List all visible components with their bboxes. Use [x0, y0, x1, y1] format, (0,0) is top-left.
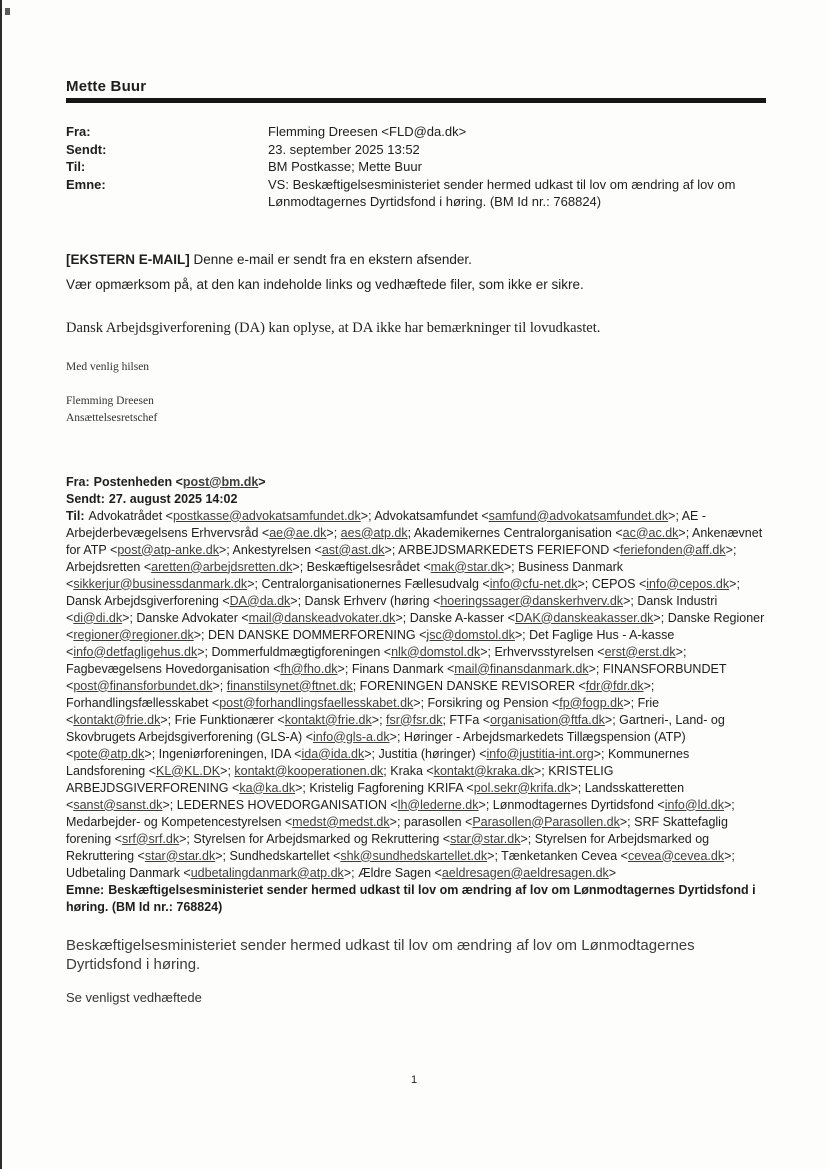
recipient-text: ; — [344, 661, 352, 676]
email-link[interactable]: Parasollen@Parasollen.dk — [472, 814, 620, 829]
recipient-text: ; — [731, 797, 735, 812]
subject-value: VS: Beskæftigelsesministeriet sender hermed udkast til lov om ændring af lov om Lønmodtagernes Dyrtidsfond i høring. (BM Id nr.: 768824) — [268, 176, 736, 209]
email-link[interactable]: kontakt@frie.dk — [73, 712, 161, 727]
to-value: BM Postkasse; Mette Buur — [268, 159, 422, 174]
recipient-text: > — [371, 712, 380, 727]
recipient-text: ; — [731, 848, 735, 863]
recipient-text: ; — [368, 508, 375, 523]
email-link[interactable]: srf@srf.dk — [121, 831, 180, 846]
recipient-text: > — [337, 661, 345, 676]
email-link[interactable]: KL@KL.DK — [156, 763, 221, 778]
from-label: Fra: — [66, 124, 91, 139]
scan-edge-artifact — [0, 0, 2, 1169]
recipient-text: Arbejdsretten < — [66, 559, 152, 574]
from-label: Fra: — [66, 474, 90, 489]
recipient-text: > — [724, 848, 732, 863]
recipient-text: Høringer - Arbejdsmarkedets Tillægspension (ATP) < — [66, 729, 686, 761]
recipient-text: Erhvervsstyrelsen < — [494, 644, 605, 659]
scan-speck-artifact — [5, 8, 10, 15]
email-link[interactable]: samfund@advokatsamfundet.dk — [488, 508, 669, 523]
recipient-text: Styrelsen for Arbejdsmarked og Rekruttering < — [193, 831, 451, 846]
recipient-text: ; — [577, 780, 585, 795]
email-link[interactable]: sikkerjur@businessdanmark.dk — [73, 576, 248, 591]
recipient-text: Dansk Erhverv (høring < — [304, 593, 441, 608]
recipient-text: ; — [601, 746, 608, 761]
recipient-text: FINANSFORBUNDET < — [66, 661, 727, 693]
recipient-text: Frie < — [66, 695, 660, 727]
recipient-text: Danske Advokater < — [136, 610, 249, 625]
email-link[interactable]: fp@fogp.dk — [559, 695, 624, 710]
email1-subject-row — [66, 176, 766, 211]
email-link[interactable]: post@atp-anke.dk — [117, 542, 219, 557]
recipient-text: Frie Funktionærer < — [174, 712, 285, 727]
recipient-text: ; — [254, 576, 262, 591]
recipient-text: ; — [736, 576, 740, 591]
email-link[interactable]: postkasse@advokatsamfundet.dk — [172, 508, 361, 523]
to-label: Til: — [66, 159, 86, 174]
recipient-text: Dansk Industri < — [66, 593, 718, 625]
email-link[interactable]: lh@lederne.dk — [397, 797, 479, 812]
recipient-text: Ankestyrelsen < — [232, 542, 322, 557]
recipient-text: ; — [402, 610, 410, 625]
recipient-text: > — [326, 525, 334, 540]
recipient-text: Justitia (høringer) < — [378, 746, 487, 761]
to-label: Til: — [66, 508, 85, 523]
recipient-text: ; — [351, 865, 359, 880]
signature-title: Ansættelsesretschef — [66, 411, 158, 424]
subject-value: Beskæftigelsesministeriet sender hermed udkast til lov om ændring af lov om Lønmodtagernes Dyrtidsfond i høring. (BM Id nr.: 768824) — [66, 882, 756, 914]
recipient-text: > — [533, 763, 542, 778]
signature-greeting: Med venlig hilsen — [66, 360, 150, 373]
page-number: 1 — [410, 1074, 418, 1086]
from-recipients — [94, 475, 266, 489]
recipient-text: Advokatrådet < — [88, 508, 173, 523]
email-link[interactable]: shk@sundhedskartellet.dk — [340, 848, 488, 863]
recipient-text: KRISTELIG ARBEJDSGIVERFORENING < — [66, 763, 614, 795]
recipient-text: Det Faglige Hus - A-kasse < — [66, 627, 675, 659]
recipient-text: > — [604, 712, 613, 727]
recipient-text: ; — [627, 814, 635, 829]
recipient-text: Styrelsen for Arbejdsmarked og Rekruttering < — [66, 831, 710, 863]
email2-from-line — [66, 474, 766, 491]
email-link[interactable]: cevea@cevea.dk — [628, 848, 725, 863]
email-link[interactable]: kontakt@frie.dk — [284, 712, 372, 727]
recipient-text: > — [725, 542, 733, 557]
recipient-text: Dommerfuldmægtigforeningen < — [211, 644, 392, 659]
recipient-text: ARBEJDSMARKEDETS FERIEFOND < — [398, 542, 621, 557]
recipient-text: Medarbejder- og Kompetencestyrelsen < — [66, 814, 293, 829]
email-link[interactable]: DAK@danskeakasser.dk — [514, 610, 654, 625]
email-link[interactable]: udbetalingdanmark@atp.dk — [190, 865, 344, 880]
email2-subject-line — [66, 882, 766, 916]
recipient-text: > — [588, 661, 596, 676]
sent-label: Sendt: — [66, 141, 107, 157]
recipient-text: Fagbevægelsens Hovedorganisation < — [66, 661, 281, 676]
email-link[interactable]: di@di.dk — [73, 610, 123, 625]
recipient-text: Ingeniørforeningen, IDA < — [158, 746, 302, 761]
forwarded-message: Beskæftigelsesministeriet sender hermed udkast til lov om ændring af lov om Lønmodtagernes Dyrtidsfond i høring. — [66, 936, 695, 973]
recipient-text: Kraka < — [390, 763, 434, 778]
recipient-text: > — [675, 644, 683, 659]
recipient-text: > — [343, 865, 352, 880]
recipient-text: > — [290, 593, 298, 608]
recipient-text: ; — [522, 627, 530, 642]
email-link[interactable]: kontakt@kraka.dk — [433, 763, 534, 778]
recipient-text: ; — [584, 576, 592, 591]
email1-from-row — [66, 123, 766, 141]
recipient-text: ; — [186, 831, 194, 846]
email-link[interactable]: aretten@arbejdsretten.dk — [151, 559, 293, 574]
email1-header — [66, 123, 766, 211]
recipient-text: FTFa < — [449, 712, 491, 727]
recipient-text: Kristelig Fagforening KRIFA < — [309, 780, 474, 795]
recipient-text: ; — [299, 559, 307, 574]
recipient-text: > — [608, 865, 617, 880]
recipient-text: SRF Skattefaglig forening < — [66, 814, 728, 846]
email-link[interactable]: fsr@fsr.dk — [386, 712, 443, 727]
recipient-text: > — [478, 797, 486, 812]
recipient-text: ; — [660, 610, 668, 625]
recipient-text: > — [653, 610, 661, 625]
recipient-text: Finans Danmark < — [351, 661, 455, 676]
email-link[interactable]: DA@da.dk — [229, 593, 291, 608]
recipient-text: ; — [487, 644, 495, 659]
document-header-name: Mette Buur — [66, 78, 147, 95]
recipient-text: ; — [371, 746, 379, 761]
email-link[interactable]: mail@finansdanmark.dk — [454, 661, 589, 676]
email-link[interactable]: sanst@sanst.dk — [73, 797, 163, 812]
recipient-text: DEN DANSKE DOMMERFORENING < — [207, 627, 427, 642]
email-link[interactable]: ida@ida.dk — [301, 746, 365, 761]
email2-header — [66, 474, 766, 916]
recipient-text: > — [577, 576, 585, 591]
email-link[interactable]: finanstilsynet@ftnet.dk — [226, 678, 353, 693]
recipient-text: Ankenævnet for ATP < — [66, 525, 763, 557]
recipient-text: ; — [226, 542, 233, 557]
email-link[interactable]: info@ld.dk — [664, 797, 724, 812]
email-link[interactable]: regioner@regioner.dk — [73, 627, 194, 642]
external-mail-notice — [66, 251, 766, 293]
recipient-text: Gartneri-, Land- og Skovbrugets Arbejdsgiverforening (GLS-A) < — [66, 712, 725, 744]
recipient-text: ; — [682, 644, 687, 659]
email-link[interactable]: post@forhandlingsfaellesskabet.dk — [219, 695, 414, 710]
recipient-text: Business Danmark < — [66, 559, 623, 591]
recipient-text: > — [122, 610, 130, 625]
email-link[interactable]: jsc@domstol.dk — [426, 627, 515, 642]
signature-name: Flemming Dreesen — [66, 394, 154, 407]
recipient-text: ; — [396, 814, 404, 829]
email-link[interactable]: ast@ast.dk — [321, 542, 385, 557]
email-link[interactable]: kontakt@kooperationen.dk — [234, 763, 384, 778]
recipient-text: > — [570, 780, 578, 795]
closing-line: Se venligst vedhæftede — [66, 989, 202, 1005]
recipient-text: > — [247, 576, 255, 591]
recipient-text: > — [144, 746, 152, 761]
recipient-text: ; — [201, 627, 208, 642]
recipient-text: > — [389, 814, 397, 829]
recipient-text: > — [215, 848, 223, 863]
recipient-text: > — [220, 763, 228, 778]
recipient-text: > — [384, 542, 392, 557]
recipient-text: ; — [494, 848, 502, 863]
to-recipients — [66, 509, 764, 880]
email-link[interactable]: star@star.dk — [450, 831, 521, 846]
subject-label: Emne: — [66, 176, 106, 192]
recipient-text: ; — [297, 593, 305, 608]
recipient-text: ; — [219, 678, 227, 693]
recipient-text: LEDERNES HOVEDORGANISATION < — [176, 797, 398, 812]
recipient-text: > — [179, 831, 187, 846]
recipient-text: Ældre Sagen < — [358, 865, 442, 880]
recipient-text: ; — [407, 525, 414, 540]
email-link[interactable]: info@cfu-net.dk — [489, 576, 578, 591]
recipient-text: Advokatsamfundet < — [374, 508, 489, 523]
recipient-text: > — [395, 610, 403, 625]
recipient-text: ; — [222, 848, 230, 863]
email-link[interactable]: feriefonden@aff.dk — [620, 542, 726, 557]
recipient-text: > — [258, 474, 266, 489]
recipient-text: ; — [396, 729, 404, 744]
recipient-text: > — [503, 559, 512, 574]
email2-to-line — [66, 508, 766, 882]
recipient-text: > — [643, 678, 651, 693]
recipient-text: Sundhedskartellet < — [229, 848, 341, 863]
recipient-text: ; — [732, 542, 737, 557]
email-link[interactable]: aeldresagen@aeldresagen.dk — [441, 865, 609, 880]
email-link[interactable]: post@bm.dk — [182, 474, 259, 489]
recipient-text: > — [487, 848, 495, 863]
recipient-text: ; — [151, 746, 159, 761]
recipient-text: ; — [379, 712, 387, 727]
recipient-text: ; — [442, 712, 450, 727]
email-link[interactable]: pote@atp.dk — [73, 746, 145, 761]
recipient-text: ; — [527, 831, 535, 846]
recipient-text: > — [619, 814, 628, 829]
recipient-text: > — [514, 627, 523, 642]
sent-value: 23. september 2025 13:52 — [268, 141, 420, 157]
notice-line2: Vær opmærksom på, at den kan indeholde links og vedhæftede filer, som ikke er sikre. — [66, 276, 584, 292]
recipient-text: ; — [511, 559, 519, 574]
header-divider-rule — [66, 98, 766, 103]
email-link[interactable]: info@justitia-int.org — [486, 746, 594, 761]
recipient-text: ; — [675, 508, 682, 523]
recipient-text: > — [593, 746, 601, 761]
recipient-text: CEPOS < — [591, 576, 647, 591]
email-link[interactable]: fdr@fdr.dk — [585, 678, 644, 693]
recipient-text: > — [364, 746, 372, 761]
recipient-text: Landsskatteretten < — [66, 780, 685, 812]
recipient-text: ; — [302, 780, 310, 795]
recipient-text: > — [413, 695, 421, 710]
recipient-text: Kommunernes Landsforening < — [66, 746, 690, 778]
recipient-text: AE - Arbejderbevægelsens Erhvervsråd < — [66, 508, 707, 540]
recipient-text: ; — [612, 712, 620, 727]
recipient-text: Forsikring og Pension < — [427, 695, 560, 710]
recipient-text: ; — [650, 678, 655, 693]
recipient-text: ; — [595, 661, 603, 676]
from-value: Flemming Dreesen <FLD@da.dk> — [268, 124, 467, 139]
recipient-text: > — [162, 797, 170, 812]
recipient-text: > — [480, 644, 488, 659]
recipient-text: Danske A-kasser < — [409, 610, 515, 625]
recipient-text: Forhandlingsfællesskabet < — [66, 695, 220, 710]
email-link[interactable]: mail@danskeadvokater.dk — [248, 610, 396, 625]
recipient-text: > — [723, 797, 732, 812]
recipient-text: Akademikernes Centralorganisation < — [413, 525, 623, 540]
notice-prefix: [EKSTERN E-MAIL] — [66, 251, 190, 267]
sent-label: Sendt: — [66, 491, 105, 506]
recipient-text: ; — [204, 644, 212, 659]
recipient-text: Centralorganisationernes Fællesudvalg < — [261, 576, 490, 591]
email-link[interactable]: star@star.dk — [144, 848, 216, 863]
recipient-text: Dansk Arbejdsgiverforening < — [66, 593, 230, 608]
recipient-text: > — [292, 559, 300, 574]
recipient-text: > — [389, 729, 397, 744]
recipient-text: Lønmodtagernes Dyrtidsfond < — [492, 797, 665, 812]
email-link[interactable]: ae@ae.dk — [269, 525, 327, 540]
email1-to-row — [66, 158, 766, 176]
email1-sent-row — [66, 141, 766, 159]
recipient-text: ; — [169, 797, 177, 812]
recipient-text: > — [212, 678, 220, 693]
recipient-text: > — [520, 831, 528, 846]
recipient-text: > — [678, 525, 686, 540]
recipient-text: > — [668, 508, 676, 523]
recipient-text: ; — [420, 695, 428, 710]
recipient-text: ; — [352, 678, 360, 693]
notice-line1 — [66, 251, 766, 268]
recipient-text: ; — [485, 797, 493, 812]
recipient-text: ; — [685, 525, 692, 540]
email-link[interactable]: hoeringssager@danskerhverv.dk — [440, 593, 624, 608]
recipient-text: ; — [383, 763, 391, 778]
recipient-text: > — [160, 712, 168, 727]
recipient-text: ; — [541, 763, 549, 778]
subject-label: Emne: — [66, 882, 105, 897]
recipient-text: Danske Regioner < — [66, 610, 765, 642]
email-link[interactable]: pol.sekr@krifa.dk — [473, 780, 571, 795]
recipient-text: ; — [167, 712, 175, 727]
email-link[interactable]: info@gls-a.dk — [313, 729, 390, 744]
recipient-text: ; — [129, 610, 137, 625]
recipient-text: > — [623, 593, 631, 608]
recipient-text: Tænketanken Cevea < — [501, 848, 628, 863]
email-link[interactable]: organisation@ftfa.dk — [490, 712, 605, 727]
recipient-text: ; — [630, 593, 638, 608]
recipient-text: > — [193, 627, 202, 642]
recipient-text: > — [729, 576, 737, 591]
email-link[interactable]: erst@erst.dk — [604, 644, 676, 659]
recipient-text: FORENINGEN DANSKE REVISORER < — [359, 678, 586, 693]
email-link[interactable]: info@detfagligehus.dk — [73, 644, 198, 659]
recipient-text: > — [623, 695, 631, 710]
recipient-text: parasollen < — [403, 814, 473, 829]
email-link[interactable]: post@finansforbundet.dk — [73, 678, 213, 693]
recipient-text: ; — [227, 763, 235, 778]
recipient-text: Udbetaling Danmark < — [66, 865, 191, 880]
recipient-text: ; — [333, 525, 341, 540]
recipient-text: > — [197, 644, 205, 659]
recipient-text: > — [218, 542, 227, 557]
email-link[interactable]: mak@star.dk — [430, 559, 504, 574]
notice-line1-text: Denne e-mail er sendt fra en ekstern afsender. — [189, 251, 472, 267]
recipient-text: > — [360, 508, 369, 523]
recipient-text: > — [295, 780, 303, 795]
sent-value: 27. august 2025 14:02 — [108, 491, 238, 506]
email-link[interactable]: ka@ka.dk — [239, 780, 296, 795]
email-link[interactable]: aes@atp.dk — [340, 525, 408, 540]
email2-sent-line — [66, 491, 766, 508]
recipient-text: ; — [391, 542, 399, 557]
recipient-text: Beskæftigelsesrådet < — [306, 559, 431, 574]
email-link[interactable]: nlk@domstol.dk — [391, 644, 481, 659]
email-link[interactable]: info@cepos.dk — [646, 576, 730, 591]
email-link[interactable]: medst@medst.dk — [292, 814, 390, 829]
recipient-text: ; — [630, 695, 638, 710]
email-link[interactable]: fh@fho.dk — [280, 661, 338, 676]
reply-message: Dansk Arbejdsgiverforening (DA) kan oplyse, at DA ikke har bemærkninger til lovudkastet. — [66, 319, 601, 336]
recipient-text: Postenheden < — [93, 474, 183, 489]
email-link[interactable]: ac@ac.dk — [622, 525, 679, 540]
page-content — [66, 78, 766, 1018]
